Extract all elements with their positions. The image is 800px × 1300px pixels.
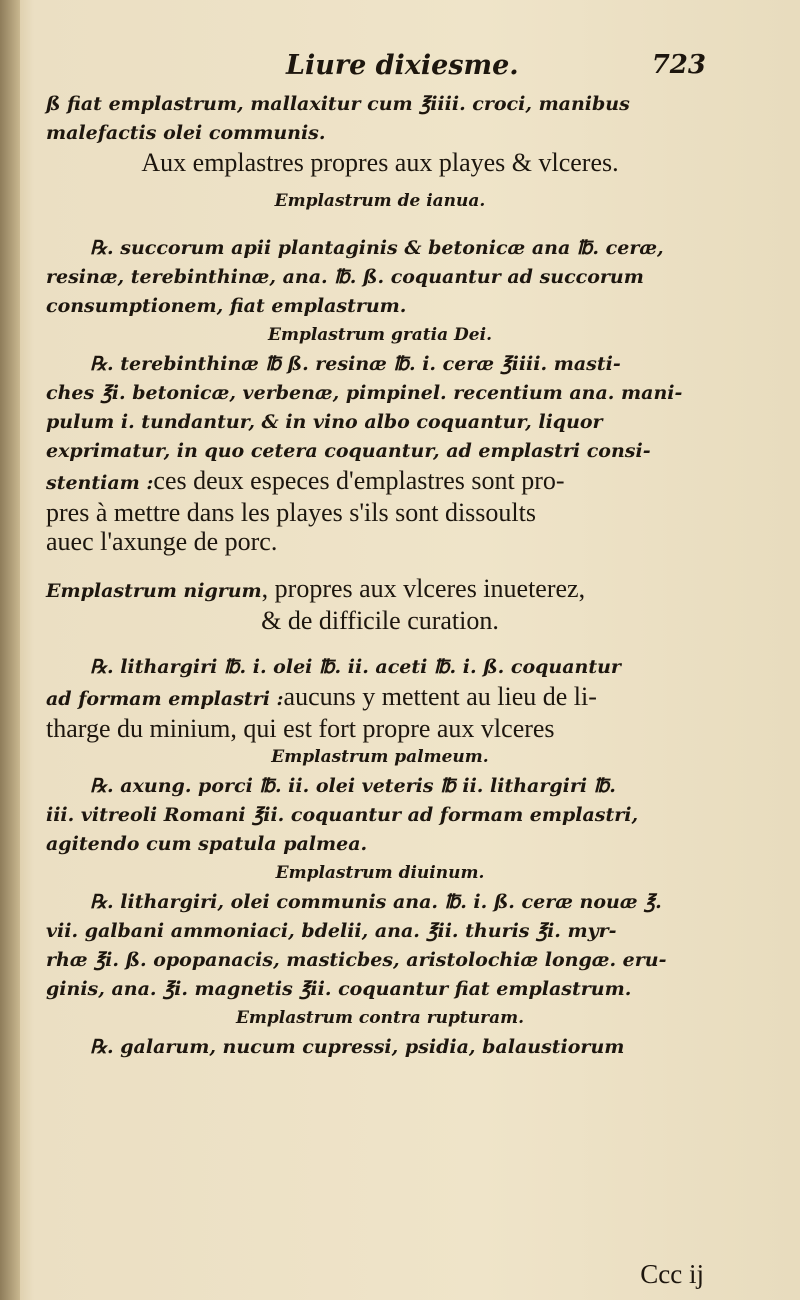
text-line: tharge du minium, qui est fort propre aux vlceres: [46, 714, 555, 743]
page-header: [46, 50, 714, 90]
text-line: ℞. lithargiri ℔. i. olei ℔. ii. aceti ℔. i. ß. coquantur: [90, 656, 621, 678]
text-line: ℞. axung. porci ℔. ii. olei veteris ℔ ii. lithargiri ℔.: [90, 775, 616, 797]
text-line: pres à mettre dans les playes s'ils sont dissoults: [46, 498, 536, 527]
text-line: consumptionem, fiat emplastrum.: [46, 295, 407, 317]
page-number: 723: [651, 50, 706, 80]
text-line: ß fiat emplastrum, mallaxitur cum ℥iiii. croci, manibus: [46, 93, 630, 115]
text-line: agitendo cum spatula palmea.: [46, 833, 368, 855]
text-line: & de difficile curation.: [261, 606, 499, 635]
text-line: vii. galbani ammoniaci, bdelii, ana. ℥ii. thuris ℥i. myr-: [46, 920, 617, 942]
book-spine: [0, 0, 20, 1300]
text-line: ginis, ana. ℥i. magnetis ℥ii. coquantur fiat emplastrum.: [46, 978, 632, 1000]
text-line: exprimatur, in quo cetera coquantur, ad emplastri consi-: [46, 440, 651, 462]
section-title: Aux emplastres propres aux playes & vlceres.: [141, 148, 619, 177]
text-line: stentiam :ces deux especes d'emplastres sont pro-: [46, 466, 565, 495]
page-text: [46, 50, 714, 1062]
recipe-heading: Emplastrum diuinum.: [275, 863, 485, 883]
text-line: ℞. lithargiri, olei communis ana. ℔. i. ß. ceræ nouæ ℥.: [90, 891, 662, 913]
recipe-heading: Emplastrum gratia Dei.: [268, 325, 492, 345]
text-line: ad formam emplastri :aucuns y mettent au lieu de li-: [46, 682, 597, 711]
recipe-heading: Emplastrum de ianua.: [274, 191, 486, 211]
running-title: Liure dixiesme.: [286, 50, 519, 81]
text-line: Emplastrum nigrum, propres aux vlceres inueterez,: [46, 574, 586, 603]
recipe-heading: Emplastrum contra rupturam.: [235, 1008, 525, 1028]
text-line: ches ℥i. betonicæ, verbenæ, pimpinel. recentium ana. mani-: [46, 382, 683, 404]
text-line: rhæ ℥i. ß. opopanacis, masticbes, aristolochiæ longæ. eru-: [46, 949, 667, 971]
text-line: resinæ, terebinthinæ, ana. ℔. ß. coquantur ad succorum: [46, 266, 644, 288]
text-line: ℞. terebinthinæ ℔ ß. resinæ ℔. i. ceræ ℥iiii. masti-: [90, 353, 621, 375]
text-line: ℞. succorum apii plantaginis & betonicæ ana ℔. ceræ,: [90, 237, 664, 259]
signature-mark: Ccc ij: [640, 1259, 704, 1289]
text-line: auec l'axunge de porc.: [46, 527, 278, 556]
text-line: malefactis olei communis.: [46, 122, 326, 144]
recipe-heading: Emplastrum palmeum.: [271, 747, 489, 767]
text-line: ℞. galarum, nucum cupressi, psidia, balaustiorum: [90, 1036, 625, 1058]
text-line: pulum i. tundantur, & in vino albo coquantur, liquor: [46, 411, 603, 433]
text-line: iii. vitreoli Romani ℥ii. coquantur ad formam emplastri,: [46, 804, 639, 826]
